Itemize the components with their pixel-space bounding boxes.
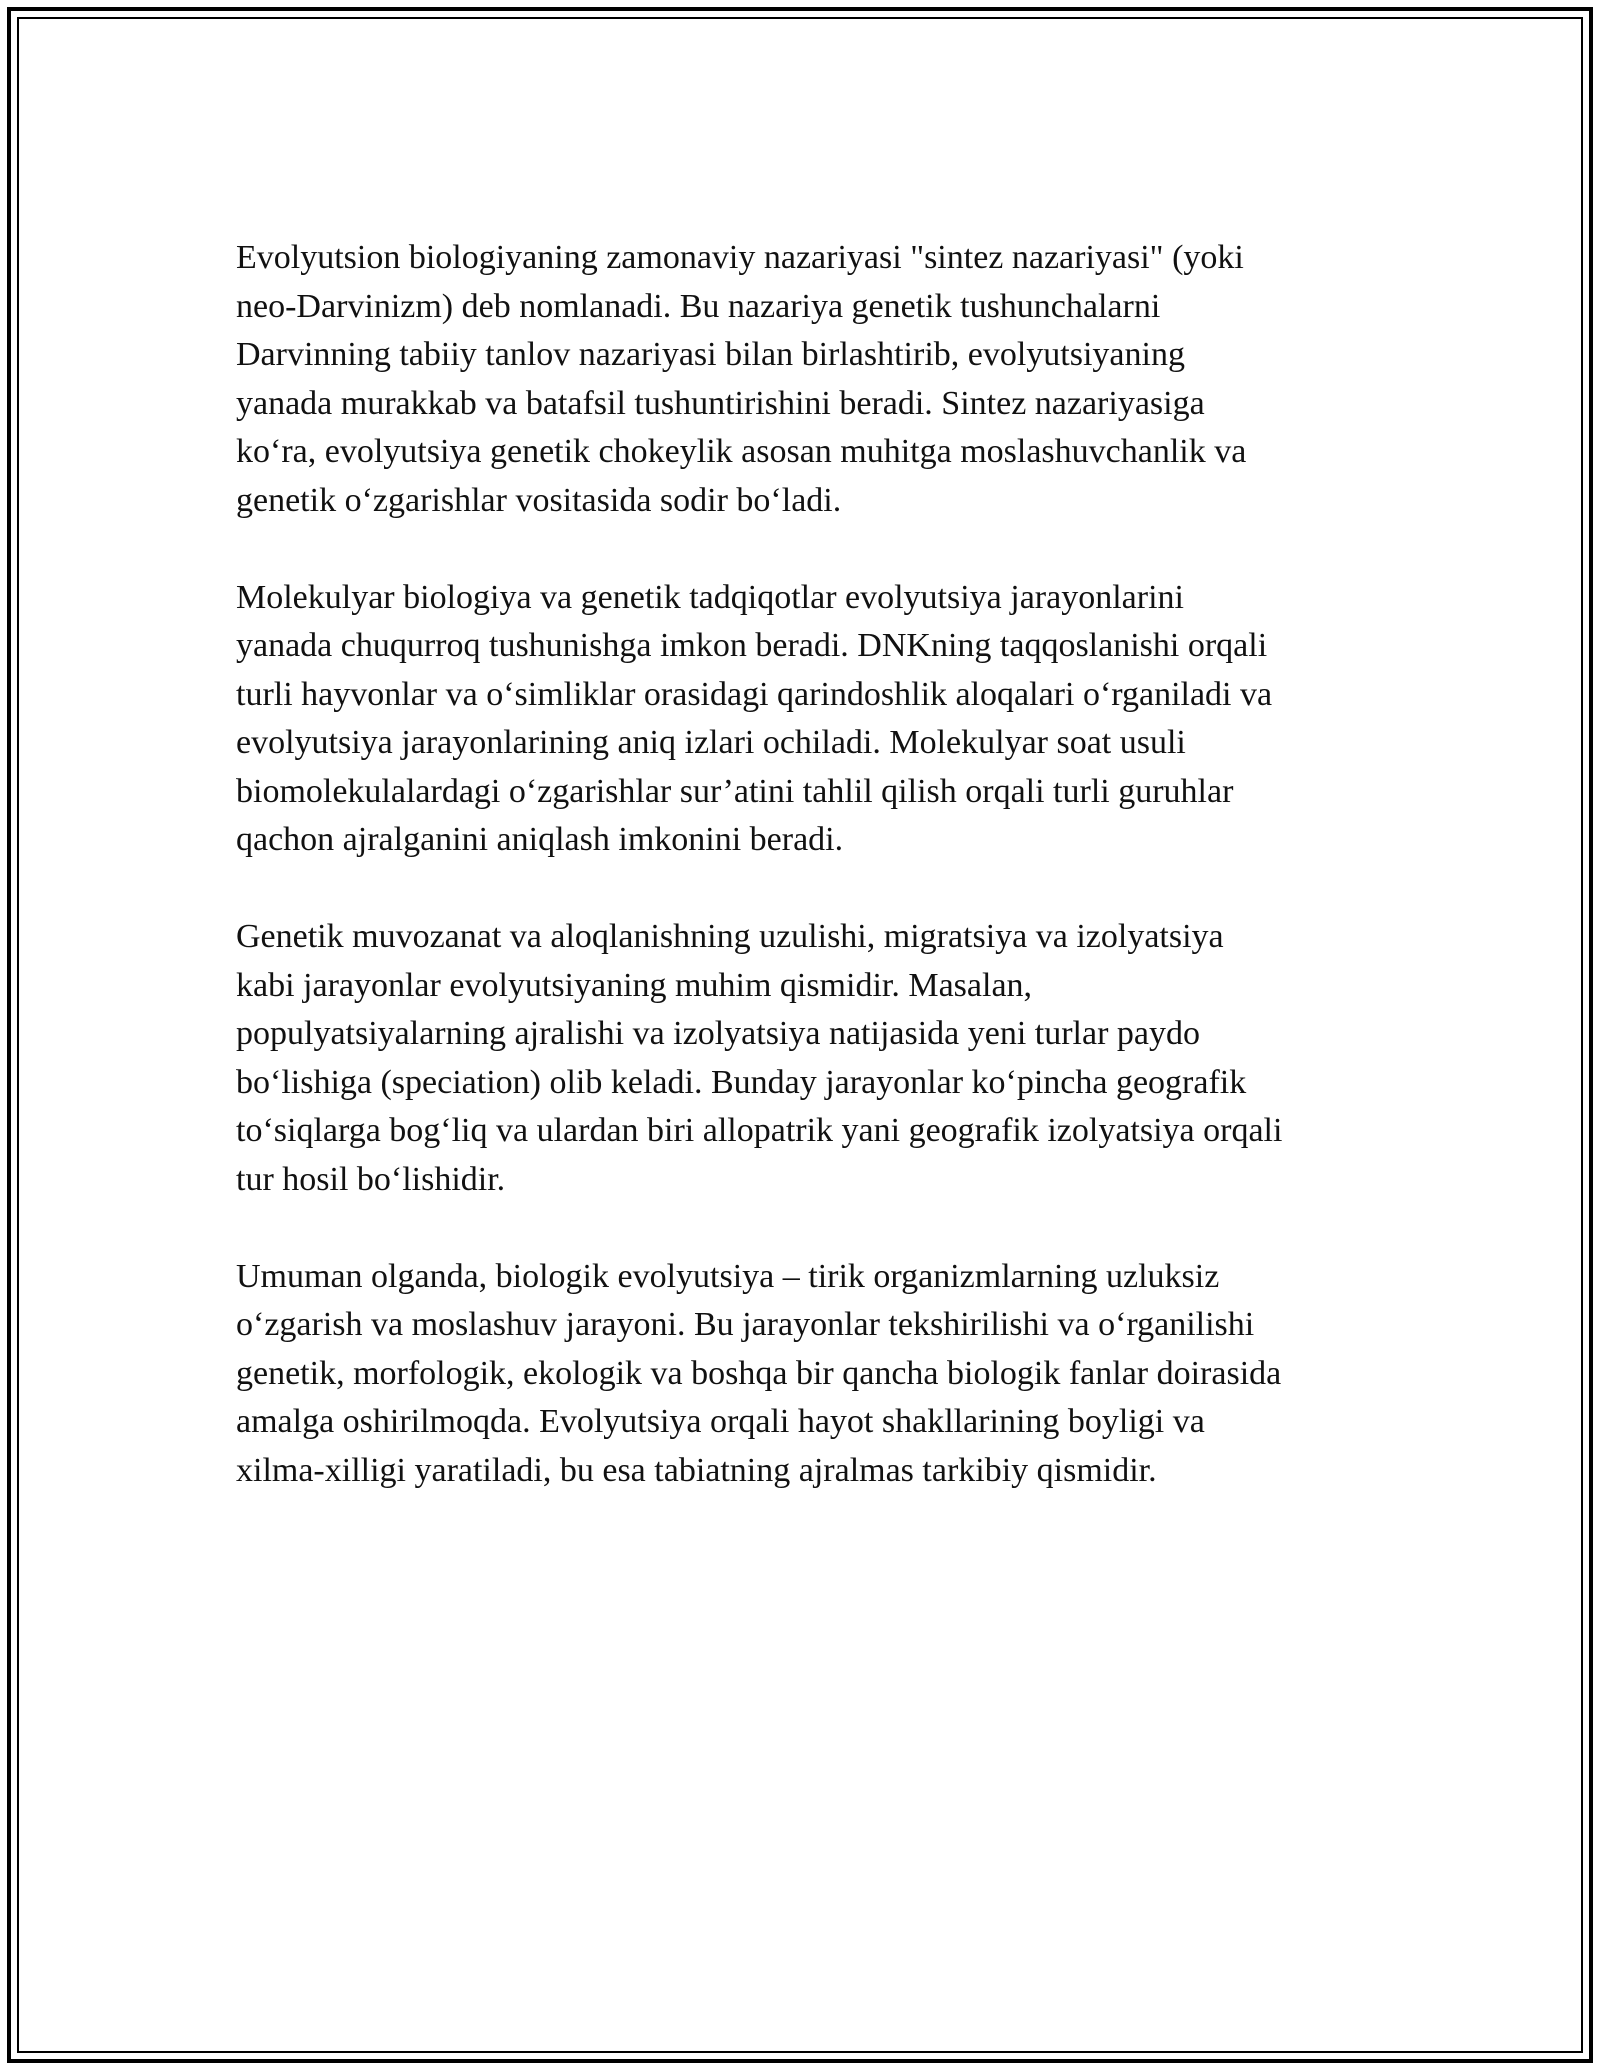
paragraph-molecular-biology — [236, 574, 1376, 865]
text-line: xilma-xilligi yaratiladi, bu esa tabiatning ajralmas tarkibiy qismidir. — [236, 1451, 1157, 1489]
text-line: qachon ajralganini aniqlash imkonini beradi. — [236, 821, 844, 858]
text-line: biomolekulalardagi o‘zgarishlar sur’atini tahlil qilish orqali turli guruhlar — [236, 772, 1234, 810]
text-line: Umuman olganda, biologik evolyutsiya – tirik organizmlarning uzluksiz — [236, 1257, 1220, 1295]
text-line: Genetik muvozanat va aloqlanishning uzulishi, migratsiya va izolyatsiya — [236, 918, 1224, 955]
text-line: ko‘ra, evolyutsiya genetik chokeylik asosan muhitga moslashuvchanlik va — [236, 433, 1247, 470]
text-line: genetik, morfologik, ekologik va boshqa bir qancha biologik fanlar doirasida — [236, 1354, 1282, 1392]
text-line: genetik o‘zgarishlar vositasida sodir bo‘ladi. — [236, 481, 842, 519]
paragraph-speciation — [236, 913, 1376, 1204]
text-line: kabi jarayonlar evolyutsiyaning muhim qismidir. Masalan, — [236, 966, 1033, 1004]
paragraph-conclusion — [236, 1253, 1376, 1496]
text-line: Molekulyar biologiya va genetik tadqiqotlar evolyutsiya jarayonlarini — [236, 578, 1184, 616]
paragraph-synthesis-theory — [236, 234, 1376, 525]
text-line: amalga oshirilmoqda. Evolyutsiya orqali hayot shakllarining boyligi va — [236, 1403, 1205, 1440]
text-line: to‘siqlarga bog‘liq va ulardan biri allopatrik yani geografik izolyatsiya orqali — [236, 1112, 1283, 1149]
text-line: turli hayvonlar va o‘simliklar orasidagi qarindoshlik aloqalari o‘rganiladi va — [236, 675, 1273, 713]
text-line: Evolyutsion biologiyaning zamonaviy nazariyasi "sintez nazariyasi" (yoki — [236, 239, 1244, 276]
text-line: populyatsiyalarning ajralishi va izolyatsiya natijasida yeni turlar paydo — [236, 1015, 1201, 1052]
text-line: bo‘lishiga (speciation) olib keladi. Bunday jarayonlar ko‘pincha geografik — [236, 1063, 1247, 1101]
text-line: Darvinning tabiiy tanlov nazariyasi bilan birlashtirib, evolyutsiyaning — [236, 336, 1185, 373]
document-body — [236, 234, 1376, 1544]
text-line: neo-Darvinizm) deb nomlanadi. Bu nazariya genetik tushunchalarni — [236, 287, 1161, 325]
text-line: yanada chuqurroq tushunishga imkon beradi. DNKning taqqoslanishi orqali — [236, 627, 1268, 664]
text-line: tur hosil bo‘lishidir. — [236, 1160, 506, 1198]
text-line: o‘zgarish va moslashuv jarayoni. Bu jarayonlar tekshirilishi va o‘rganilishi — [236, 1306, 1255, 1343]
text-line: yanada murakkab va batafsil tushuntirishini beradi. Sintez nazariyasiga — [236, 384, 1205, 422]
text-line: evolyutsiya jarayonlarining aniq izlari ochiladi. Molekulyar soat usuli — [236, 724, 1186, 761]
